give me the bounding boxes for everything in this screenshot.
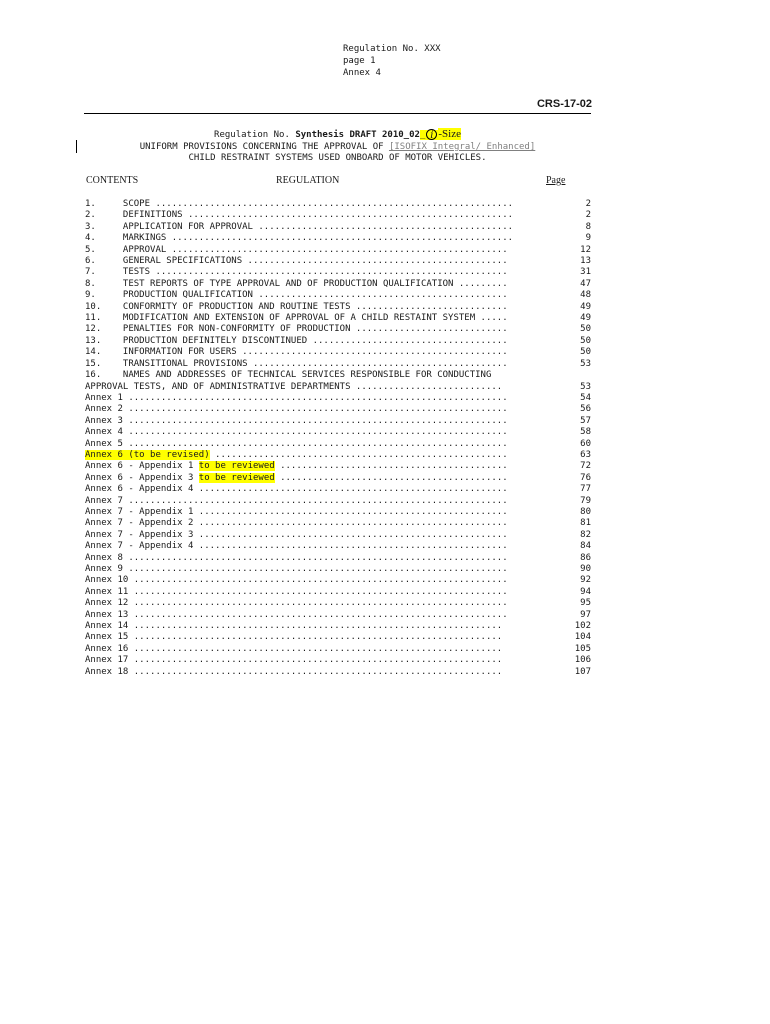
toc-entry-page: 49 — [580, 313, 591, 324]
toc-entry-text: 6. GENERAL SPECIFICATIONS ................................................ — [85, 256, 508, 267]
toc-entry-page: 84 — [580, 541, 591, 552]
toc-entry-text: Annex 4 ...................................................................... — [85, 427, 508, 438]
toc-entry-text: Annex 2 ...................................................................... — [85, 404, 508, 415]
toc-entry-page: 94 — [580, 586, 591, 597]
toc-entry-page: 57 — [580, 415, 591, 426]
toc-entry[interactable] — [85, 553, 591, 564]
toc-entry[interactable] — [85, 359, 591, 370]
toc-entry[interactable] — [85, 507, 591, 518]
toc-entry-text-part: .......................................... — [274, 472, 508, 483]
toc-entry[interactable] — [85, 336, 591, 347]
toc-entry-text: 3. APPLICATION FOR APPROVAL ............................................... — [85, 221, 514, 232]
toc-entry-text: Annex 5 ...................................................................... — [85, 438, 508, 449]
toc-entry[interactable] — [85, 290, 591, 301]
toc-entry[interactable] — [85, 598, 591, 609]
header-annex: Annex 4 — [343, 68, 381, 78]
toc-entry-page: 90 — [580, 564, 591, 574]
toc-entry-text: 8. TEST REPORTS OF TYPE APPROVAL AND OF PRODUCTION QUALIFICATION ......... — [85, 278, 508, 289]
toc-entry[interactable] — [85, 393, 591, 404]
toc-entry[interactable] — [85, 461, 591, 472]
toc-entry-page: 102 — [574, 621, 591, 632]
toc-entry-text: Annex 10 ..................................................................... — [85, 575, 508, 586]
toc-entry-text: Annex 7 ...................................................................... — [85, 495, 508, 506]
toc-entry[interactable] — [85, 210, 591, 221]
toc-entry-page: 53 — [580, 358, 591, 369]
toc-entry-text: Annex 1 ...................................................................... — [85, 392, 508, 403]
toc-entry[interactable] — [85, 644, 591, 655]
toc-entry-text: 5. APPROVAL .............................................................. — [85, 244, 508, 255]
toc-entry-page: 50 — [580, 324, 591, 335]
toc-entry-text: 15. TRANSITIONAL PROVISIONS ............................................... — [85, 358, 508, 369]
toc-entry-text: 12. PENALTIES FOR NON-CONFORMITY OF PRODUCTION ............................ — [85, 324, 508, 335]
toc-entry[interactable] — [85, 450, 591, 461]
toc-entry-page: 105 — [574, 643, 591, 654]
toc-entry-text: Annex 11 ..................................................................... — [85, 586, 508, 597]
toc-entry[interactable] — [85, 404, 591, 415]
contents-heading: CONTENTS — [86, 175, 139, 186]
toc-entry-page: 56 — [580, 404, 591, 415]
document-title — [84, 128, 591, 141]
toc-entry-text: Annex 9 ...................................................................... — [85, 564, 508, 574]
toc-entry-text: 10. CONFORMITY OF PRODUCTION AND ROUTINE TESTS ............................ — [85, 301, 508, 312]
toc-entry[interactable] — [85, 518, 591, 529]
toc-entry-text — [85, 450, 508, 460]
toc-entry-page: 82 — [580, 529, 591, 540]
toc-entry-page: 77 — [580, 484, 591, 495]
toc-entry-page: 58 — [580, 427, 591, 438]
toc-entry[interactable] — [85, 484, 591, 495]
toc-entry-text: Annex 14 .................................................................... — [85, 621, 503, 632]
toc-entry-text: Annex 7 - Appendix 4 ......................................................... — [85, 541, 508, 552]
toc-entry[interactable] — [85, 621, 591, 632]
toc-entry-page: 86 — [580, 552, 591, 563]
toc-entry-text: 9. PRODUCTION QUALIFICATION .............................................. — [85, 290, 508, 301]
title-bracket-option: [ISOFIX Integral/ Enhanced] — [388, 142, 536, 152]
toc-entry-page: 76 — [580, 472, 591, 483]
title-underscore: _ — [419, 130, 426, 140]
toc-entry-page: 107 — [574, 666, 591, 677]
toc-entry-page: 79 — [580, 495, 591, 506]
toc-entry-page: 13 — [580, 256, 591, 267]
toc-entry-text: 2. DEFINITIONS ............................................................ — [85, 210, 514, 221]
toc-entry[interactable] — [85, 233, 591, 244]
toc-entry-highlight: to be reviewed — [198, 461, 275, 472]
toc-entry[interactable] — [85, 439, 591, 450]
toc-entry[interactable] — [85, 416, 591, 427]
toc-entry-text: 7. TESTS ................................................................. — [85, 267, 508, 278]
toc-entry[interactable] — [85, 587, 591, 598]
toc-entry-text — [85, 473, 508, 483]
toc-entry-text: 4. MARKINGS ............................................................... — [85, 233, 514, 244]
toc-entry[interactable] — [85, 610, 591, 621]
toc-entry[interactable] — [85, 575, 591, 586]
toc-entry-text: 16. NAMES AND ADDRESSES OF TECHNICAL SERVICES RESPONSIBLE FOR CONDUCTING — [85, 370, 492, 381]
toc-entry-text: Annex 7 - Appendix 2 ......................................................... — [85, 518, 508, 529]
toc-entry[interactable] — [85, 222, 591, 233]
toc-entry-page: 54 — [580, 392, 591, 403]
toc-entry-text: Annex 6 - Appendix 4 ......................................................... — [85, 484, 508, 495]
toc-entry-text-part: .......................................... — [274, 461, 508, 472]
toc-entry[interactable] — [85, 199, 591, 210]
toc-entry[interactable] — [85, 279, 591, 290]
toc-entry[interactable] — [85, 541, 591, 552]
toc-entry-text: Annex 18 .................................................................... — [85, 666, 503, 677]
toc-entry[interactable] — [85, 496, 591, 507]
toc-entry[interactable] — [85, 347, 591, 358]
toc-entry[interactable] — [85, 632, 591, 643]
regulation-heading: REGULATION — [276, 175, 340, 186]
title-draft-name: Synthesis DRAFT 2010_02 — [295, 130, 420, 140]
title-subtitle-text: UNIFORM PROVISIONS CONCERNING THE APPROVAL OF — [139, 142, 389, 152]
toc-entry-page: 48 — [580, 290, 591, 301]
toc-entry-text: Annex 3 ...................................................................... — [85, 415, 508, 426]
toc-entry[interactable] — [85, 667, 591, 678]
title-prefix: Regulation No. — [214, 130, 296, 140]
page-column-heading: Page — [546, 175, 566, 186]
toc-entry[interactable] — [85, 530, 591, 541]
toc-entry-page: 95 — [580, 598, 591, 609]
toc-entry-highlight: Annex 6 (to be revised) — [85, 449, 210, 460]
table-of-contents — [85, 199, 591, 678]
toc-entry[interactable] — [85, 382, 591, 393]
toc-entry-text: 13. PRODUCTION DEFINITELY DISCONTINUED .................................... — [85, 335, 508, 346]
toc-entry-page: 72 — [580, 461, 591, 472]
revision-change-bar — [76, 140, 77, 153]
title-size-label: -Size — [438, 128, 461, 140]
toc-entry-text — [85, 461, 508, 471]
toc-entry-page: 80 — [580, 506, 591, 517]
toc-entry-text: APPROVAL TESTS, AND OF ADMINISTRATIVE DEPARTMENTS ........................... — [85, 381, 503, 392]
toc-entry[interactable] — [85, 256, 591, 267]
toc-entry-text: Annex 17 .................................................................... — [85, 655, 503, 666]
toc-entry-page: 53 — [580, 381, 591, 392]
toc-entry-page: 2 — [585, 210, 591, 221]
toc-entry[interactable] — [85, 313, 591, 324]
toc-entry-page: 47 — [580, 278, 591, 289]
toc-entry-page: 50 — [580, 347, 591, 358]
toc-entry-page: 97 — [580, 609, 591, 620]
title-subtitle-continued: CHILD RESTRAINT SYSTEMS USED ONBOARD OF MOTOR VEHICLES. — [188, 153, 487, 163]
document-code: CRS-17-02 — [536, 98, 592, 110]
toc-entry[interactable] — [85, 427, 591, 438]
toc-entry-page: 12 — [580, 244, 591, 255]
toc-entry-page: 60 — [580, 438, 591, 449]
toc-entry-text: 14. INFORMATION FOR USERS ................................................. — [85, 347, 508, 358]
header-regulation-number: Regulation No. XXX — [343, 44, 441, 54]
toc-entry-text-part: Annex 6 - Appendix 3 — [85, 472, 199, 483]
toc-entry[interactable] — [85, 245, 591, 256]
toc-entry-page: 2 — [585, 199, 591, 209]
toc-entry[interactable] — [85, 564, 591, 575]
page-header — [343, 43, 441, 79]
toc-entry[interactable] — [85, 370, 591, 381]
toc-entry-page: 31 — [580, 267, 591, 278]
toc-entry-text: Annex 13 ..................................................................... — [85, 609, 508, 620]
header-divider — [84, 113, 591, 114]
toc-entry-page: 104 — [574, 632, 591, 643]
toc-entry-text: Annex 16 .................................................................... — [85, 643, 503, 654]
toc-entry[interactable] — [85, 655, 591, 666]
toc-entry-text-part: ...................................................... — [209, 449, 508, 460]
toc-entry-page: 9 — [585, 233, 591, 244]
comment-marker-icon: i — [426, 129, 437, 140]
toc-entry-text: Annex 12 ..................................................................... — [85, 598, 508, 609]
toc-entry-page: 92 — [580, 575, 591, 586]
toc-entry-page: 50 — [580, 335, 591, 346]
toc-entry-text: 11. MODIFICATION AND EXTENSION OF APPROVAL OF A CHILD RESTAINT SYSTEM ..... — [85, 313, 508, 324]
toc-entry-page: 49 — [580, 301, 591, 312]
toc-entry-text: Annex 8 ...................................................................... — [85, 552, 508, 563]
toc-entry-text: 1. SCOPE .................................................................. — [85, 199, 514, 209]
toc-entry[interactable] — [85, 267, 591, 278]
toc-entry-page: 106 — [574, 655, 591, 666]
toc-entry-highlight: to be reviewed — [198, 472, 275, 483]
toc-entry-page: 8 — [585, 221, 591, 232]
toc-entry[interactable] — [85, 473, 591, 484]
toc-entry-text: Annex 7 - Appendix 1 ......................................................... — [85, 506, 508, 517]
toc-entry-text-part: Annex 6 - Appendix 1 — [85, 461, 199, 472]
header-page-number: page 1 — [343, 56, 376, 66]
toc-entry-text: Annex 15 .................................................................... — [85, 632, 503, 643]
toc-entry-text: Annex 7 - Appendix 3 ......................................................... — [85, 529, 508, 540]
toc-entry-page: 63 — [580, 449, 591, 460]
toc-entry[interactable] — [85, 302, 591, 313]
toc-entry[interactable] — [85, 324, 591, 335]
toc-entry-page: 81 — [580, 518, 591, 529]
